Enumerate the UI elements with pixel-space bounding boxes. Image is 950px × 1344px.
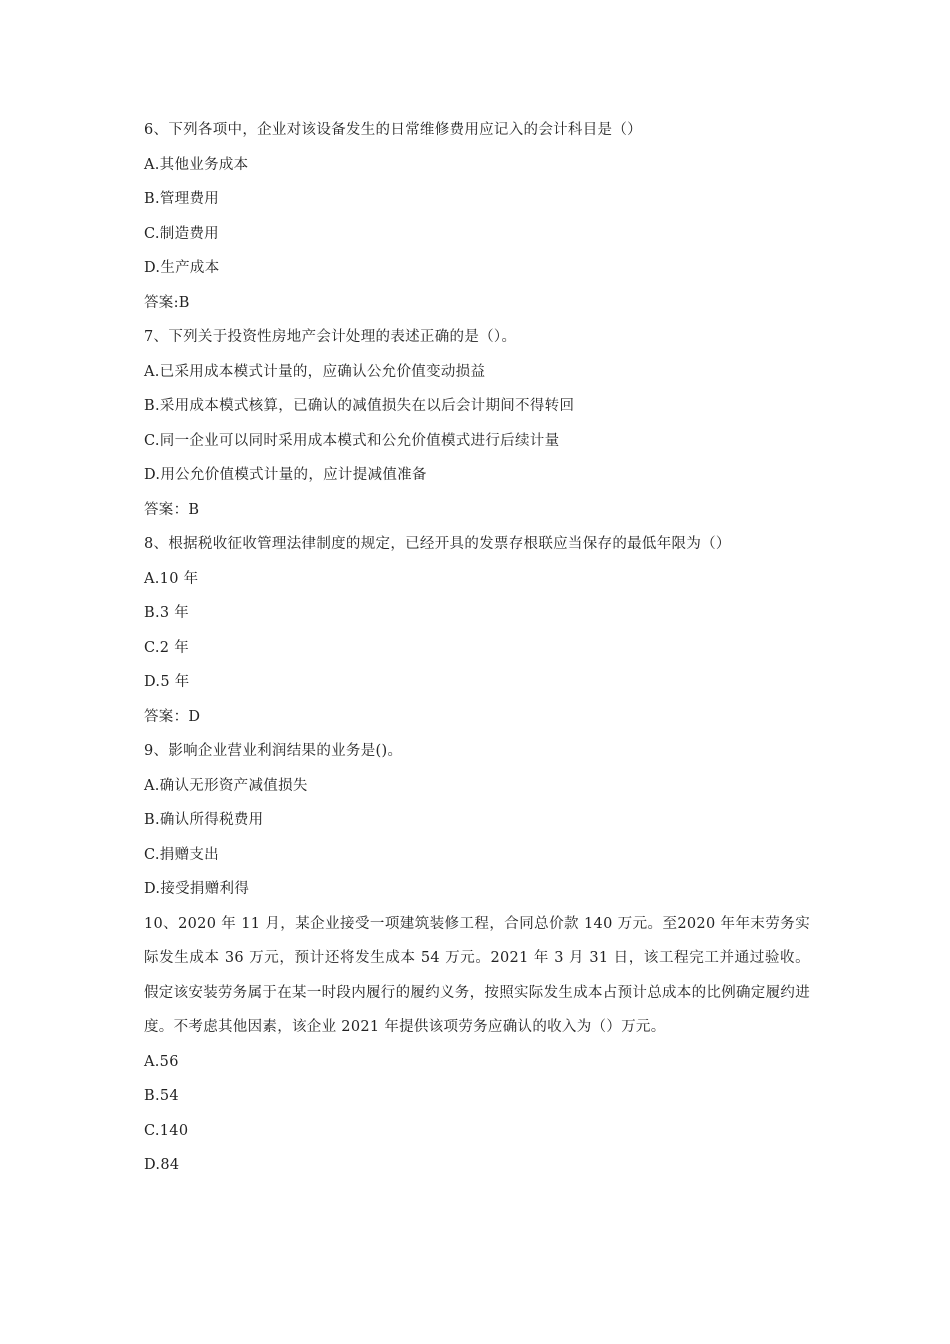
question-6-option-d: D.生产成本 [144, 260, 220, 276]
question-6-answer: 答案:B [144, 294, 190, 311]
question-7-option-b: B.采用成本模式核算，已确认的减值损失在以后会计期间不得转回 [144, 398, 575, 414]
question-7-stem: 7、下列关于投资性房地产会计处理的表述正确的是（）。 [144, 329, 517, 345]
question-8-option-a: A.10 年 [144, 570, 199, 587]
question-6-stem: 6、下列各项中，企业对该设备发生的日常维修费用应记入的会计科目是（） [144, 122, 642, 138]
question-10-option-b: B.54 [144, 1088, 179, 1104]
question-10-stem: 10、2020 年 11 月，某企业接受一项建筑装修工程，合同总价款 140 万元。至2020 年年末劳务实际发生成本 36 万元，预计还将发生成本 54 万元。2021 年 3 月 31 日，该工程完工并通过验收。假定该安装劳务属于在某一时段内履行的履约义务，按照实际发生成本占预计总成本的比例确定履约进度。不考虑其他因素，该企业 2021 年提供该项劳务应确认的收入为（）万元。 [144, 915, 810, 1035]
question-9-option-b: B.确认所得税费用 [144, 812, 264, 828]
question-9-option-a: A.确认无形资产减值损失 [144, 777, 308, 794]
question-6-option-c: C.制造费用 [144, 225, 219, 242]
question-7-option-a: A.已采用成本模式计量的，应确认公允价值变动损益 [144, 363, 486, 380]
question-10-option-c: C.140 [144, 1122, 189, 1139]
question-9-stem: 9、影响企业营业利润结果的业务是()。 [144, 743, 403, 759]
question-8-option-b: B.3 年 [144, 605, 190, 621]
question-7-option-c: C.同一企业可以同时采用成本模式和公允价值模式进行后续计量 [144, 432, 560, 449]
document-page [144, 113, 810, 1183]
question-8-stem: 8、根据税收征收管理法律制度的规定，已经开具的发票存根联应当保存的最低年限为（） [144, 536, 731, 552]
question-10-option-d: D.84 [144, 1157, 180, 1173]
question-10-option-a: A.56 [144, 1053, 179, 1070]
question-8-option-c: C.2 年 [144, 639, 190, 656]
question-9-option-d: D.接受捐赠利得 [144, 881, 250, 897]
question-8-answer: 答案：D [144, 708, 201, 725]
question-8-option-d: D.5 年 [144, 674, 190, 690]
question-7-option-d: D.用公允价值模式计量的，应计提减值准备 [144, 467, 427, 483]
question-9-option-c: C.捐赠支出 [144, 846, 219, 863]
question-6-option-a: A.其他业务成本 [144, 156, 249, 173]
question-6-option-b: B.管理费用 [144, 191, 220, 207]
question-7-answer: 答案：B [144, 501, 200, 518]
